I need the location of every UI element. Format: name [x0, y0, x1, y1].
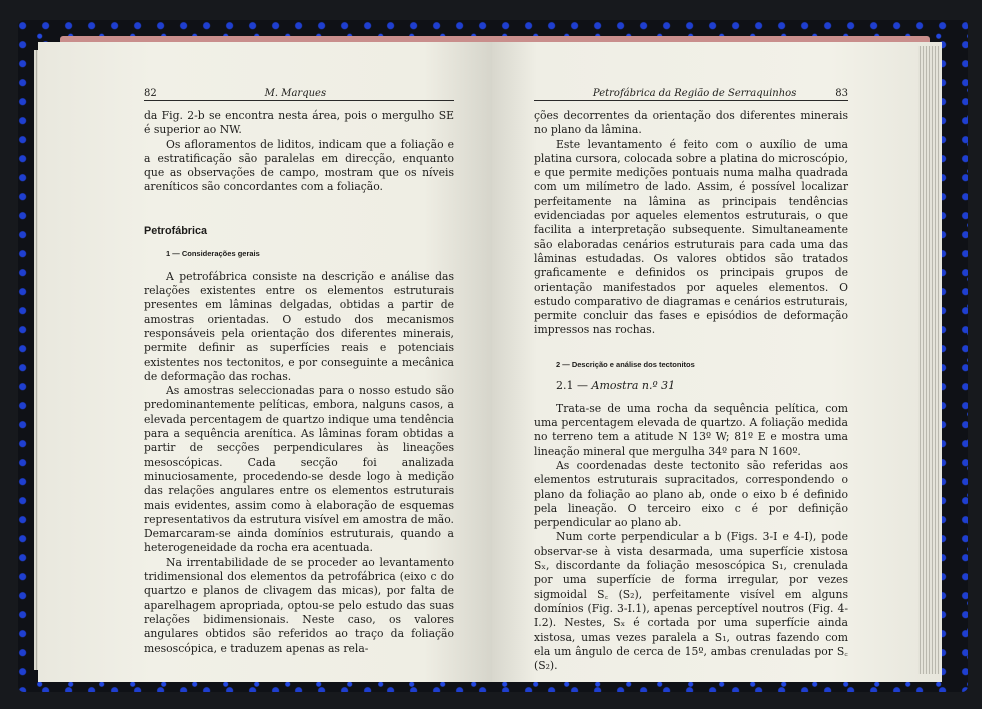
section-number: 2.1 —: [556, 378, 588, 392]
subsection-heading: 2 — Descrição e análise dos tectonitos: [556, 359, 695, 369]
paragraph: As coordenadas deste tectonito são referidas aos elementos estruturais supracitados, correspondendo o plano da foliação ao plano ab, onde o eixo b é definido pela lineação. O terceiro eixo c é por definição perpendicular ao plano ab.: [534, 458, 848, 530]
paragraph: Este levantamento é feito com o auxílio de uma platina cursora, colocada sobre a platina do microscópio, e que permite medições pontuais numa malha quadrada com um milímetro de lado. Assim, é possível localizar perfeitamente na lâmina as principais tendências evidenciadas por aqueles elementos estruturais, o que facilita a interpretação subsequente. Simultaneamente são elaboradas cenários estruturais para cada uma das lâminas estudadas. Os valores obtidos são tratados graficamente e definidos os principais grupos de orientação manifestados por aqueles elementos. O estudo comparativo de diagramas e cenários estruturais, permite concluir das fases e episódios de deformação impressos nas rochas.: [534, 137, 848, 337]
paragraph: As amostras seleccionadas para o nosso estudo são predominantemente pelíticas, embora, nalguns casos, a elevada percentagem de quartzo indique uma tendência para a sequência arenítica. As lâminas foram obtidas a partir de secções perpendiculares às lineações mesoscópicas. Cada secção foi analizada minuciosamente, procedendo-se desde logo à medição das relações angulares entre os elementos estruturais mais evidentes, assim como à elaboração de esquemas representativos da estrutura visível em amostra de mão. Demarcaram-se ainda domínios estruturais, quando a heterogeneidade da rocha era acentuada.: [144, 384, 454, 555]
right-page: [492, 42, 942, 682]
right-body-bottom: [534, 402, 848, 674]
section-heading: Petrofábrica: [144, 224, 208, 237]
left-page-number: 82: [144, 88, 157, 99]
paragraph: A petrofábrica consiste na descrição e análise das relações existentes entre os elementos estruturais presentes em lâminas delgadas, obtidas a partir de amostras orientadas. O estudo dos mecanismos responsáveis pela orientação dos diferentes minerais, permite definir as superfícies reais e potenciais existentes nos tectonitos, e por conseguinte a mecânica de deformação das rochas.: [144, 269, 454, 383]
right-running-title: Petrofábrica da Região de Serraquinhos: [592, 88, 797, 99]
paragraph: Na irrentabilidade de se proceder ao levantamento tridimensional dos elementos da petrofábrica (eixo c do quartzo e planos de clivagem das micas), por falta de aparelhagem apropriada, optou-se pelo estudo das suas relações bidimensionais. Neste caso, os valores angulares obtidos são referidos ao traço da foliação mesoscópica, e traduzem apenas as rela-: [144, 555, 454, 655]
paragraph: Trata-se de uma rocha da sequência pelítica, com uma percentagem elevada de quartzo. A foliação medida no terreno tem a atitude N 13º W; 81º E e mostra uma lineação mineral que mergulha 34º para N 160º.: [534, 401, 848, 458]
paragraph: da Fig. 2-b se encontra nesta área, pois o mergulho SE é superior ao NW.: [144, 109, 454, 137]
paragraph: ções decorrentes da orientação dos diferentes minerais no plano da lâmina.: [534, 109, 848, 137]
paragraph: Os afloramentos de liditos, indicam que a foliação e a estratificação são paralelas em direcção, enquanto que as observações de campo, mostram que os níveis areníticos são concordantes com a foliação.: [144, 137, 454, 194]
section-title: [556, 379, 848, 392]
paragraph: Num corte perpendicular a b (Figs. 3-I e 4-I), pode observar-se à vista desarmada, uma superfície xistosa Sₓ, discordante da foliação mesoscópica S₁, crenulada por uma superfície de forma irregular, por vezes sigmoidal S꜀ (S₂), perfeitamente visível em alguns domínios (Fig. 3-I.1), apenas perceptível noutros (Fig. 4-I.2). Nestes, Sₓ é cortada por uma superfície ainda xistosa, umas vezes paralela a S₁, outras fazendo com ela um ângulo de cerca de 15º, ambas crenuladas por S꜀ (S₂).: [534, 530, 848, 673]
subsection-heading: 1 — Considerações gerais: [166, 248, 260, 258]
left-body-bottom: [144, 270, 454, 656]
left-body-top: [144, 109, 454, 195]
right-page-number: 83: [835, 88, 848, 99]
left-page: [38, 42, 492, 682]
left-running-title: M. Marques: [264, 88, 327, 99]
right-body-top: [534, 109, 848, 338]
right-running-head: [534, 88, 848, 101]
left-running-head: [144, 88, 454, 101]
section-title-text: Amostra n.º 31: [591, 378, 676, 392]
page-stack-right: [918, 46, 940, 674]
